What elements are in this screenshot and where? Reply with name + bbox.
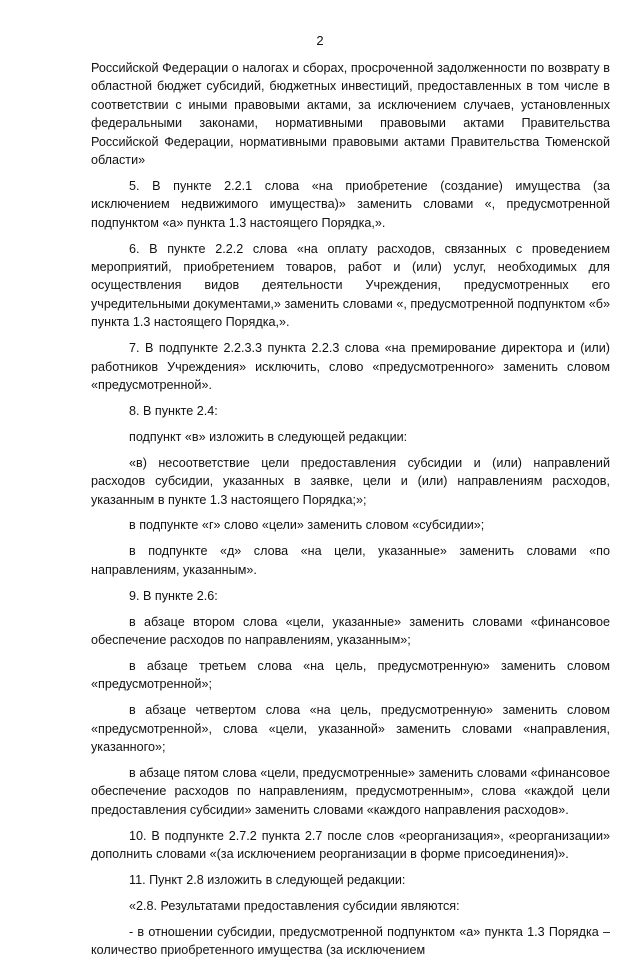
paragraph-item-7: 7. В подпункте 2.2.3.3 пункта 2.2.3 слова «на премирование директора и (или) работников Учреждения» исключить, слово «предусмотренного» заменить словом «предусмотренной». (91, 341, 610, 392)
paragraph-continuation: Российской Федерации о налогах и сборах, просроченной задолженности по возврату в областной бюджет субсидий, бюджетных инвестиций, предоставленных в том числе в соответствии с иными правовыми актами, за исключением случаев, установленных федеральными законами, нормативными правовыми актами Правительства Российской Федерации, нормативными правовыми актами Правительства Тюменской области» (91, 61, 610, 168)
paragraph-item-9: 9. В пункте 2.6: (129, 588, 218, 603)
paragraph-subitem-d: в подпункте «д» слова «на цели, указанные» заменить словами «по направлениям, указанным». (91, 544, 610, 577)
paragraph-item-2-8: «2.8. Результатами предоставления субсидии являются: (129, 898, 460, 913)
paragraph-item-11: 11. Пункт 2.8 изложить в следующей редакции: (129, 872, 406, 887)
page-number: 2 (316, 33, 324, 48)
paragraph-subitem-v-intro: подпункт «в» изложить в следующей редакции: (129, 429, 408, 444)
paragraph-subitem-v-text: «в) несоответствие цели предоставления субсидии и (или) направлений расходов субсидии, указанных в заявке, цели и (или) направлениям расходов, указанным в пункте 1.3 настоящего Порядка;»; (91, 455, 610, 507)
paragraph-item-10: 10. В подпункте 2.7.2 пункта 2.7 после слов «реорганизация», «реорганизации» дополнить словами «(за исключением реорганизации в форме присоединения)». (91, 828, 610, 862)
paragraph-abzac-5: в абзаце пятом слова «цели, предусмотренные» заменить словами «финансовое обеспечение расходов по направлениям, предусмотренным», слова «каждой цели предоставления субсидии» заменить словами «каждого направления расходов». (91, 765, 610, 817)
paragraph-item-6: 6. В пункте 2.2.2 слова «на оплату расходов, связанных с проведением мероприятий, приобретением товаров, работ и (или) услуг, необходимых для осуществления видов деятельности Учреждения, предусмотренных его учредительными документами,» заменить словами «, предусмотренной подпунктом «б» пункта 1.3 настоящего Порядка,». (91, 241, 610, 330)
paragraph-subitem-g: в подпункте «г» слово «цели» заменить словом «субсидии»; (129, 518, 485, 533)
paragraph-item-5: 5. В пункте 2.2.1 слова «на приобретение (создание) имущества (за исключением недвижимого имущества)» заменить словами «, предусмотренной подпунктом «а» пункта 1.3 настоящего Порядка,». (91, 178, 610, 230)
paragraph-results-a: - в отношении субсидии, предусмотренной подпунктом «а» пункта 1.3 Порядка – количество приобретенного имущества (за исключением (91, 924, 610, 958)
paragraph-item-8: 8. В пункте 2.4: (129, 403, 218, 418)
paragraph-abzac-4: в абзаце четвертом слова «на цель, предусмотренную» заменить словом «предусмотренной», слова «цели, указанной» заменить словами «направления, указанного»; (91, 703, 610, 754)
paragraph-abzac-2: в абзаце втором слова «цели, указанные» заменить словами «финансовое обеспечение расходов по направлениям, указанным»; (91, 614, 610, 647)
document-body (91, 59, 610, 967)
paragraph-abzac-3: в абзаце третьем слова «на цель, предусмотренную» заменить словом «предусмотренной»; (91, 658, 610, 692)
